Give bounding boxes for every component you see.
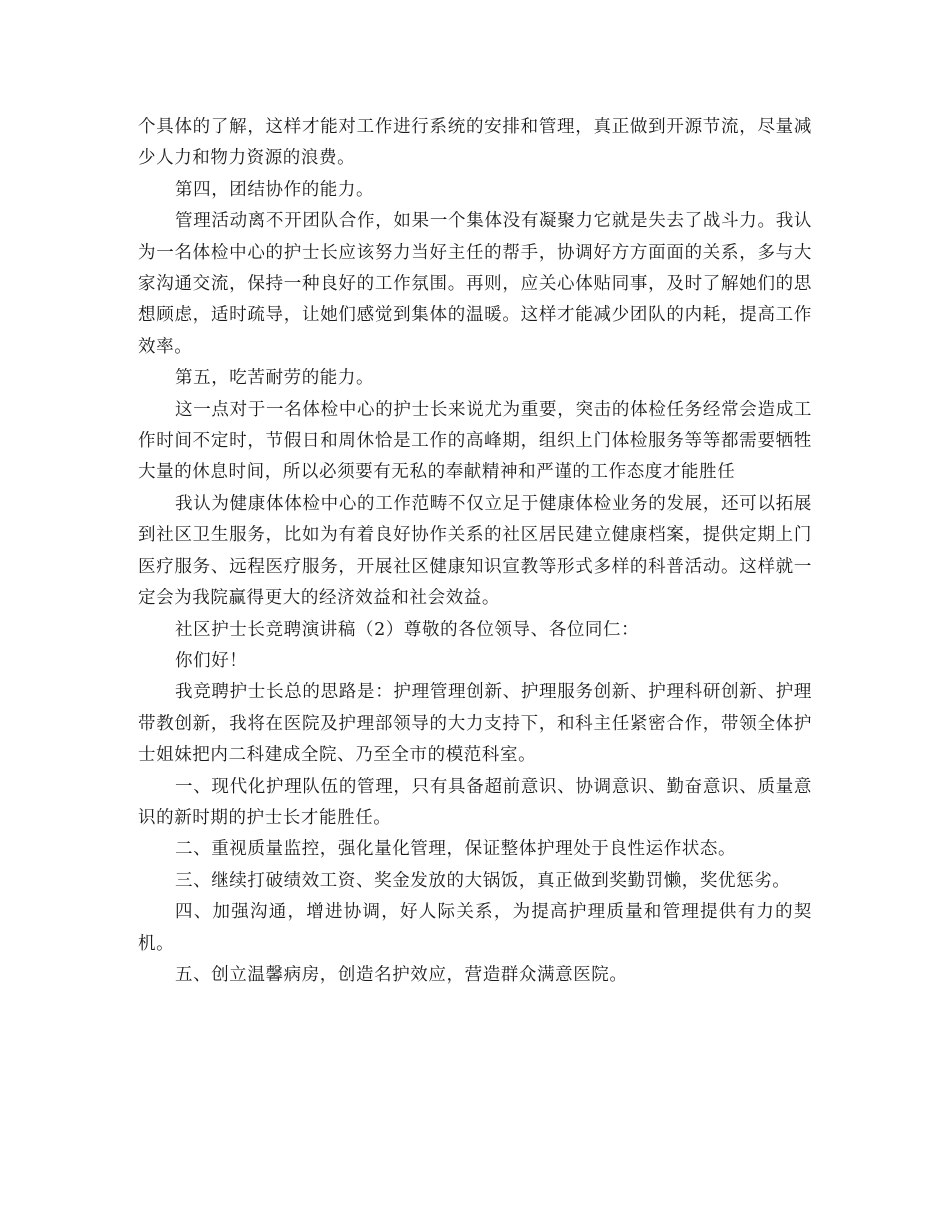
paragraph: 我认为健康体体检中心的工作范畴不仅立足于健康体检业务的发展，还可以拓展到社区卫生服务，比如为有着良好协作关系的社区居民建立健康档案，提供定期上门医疗服务、远程医疗服务，开展社区健康知识宣教等形式多样的科普活动。这样就一定会为我院赢得更大的经济效益和社会效益。 (138, 493, 812, 609)
greeting: 你们好！ (175, 650, 248, 671)
paragraph: 这一点对于一名体检中心的护士长来说尤为重要，突击的体检任务经常会造成工作时间不定时，节假日和周休恰是工作的高峰期，组织上门体检服务等等都需要牺牲大量的休息时间，所以必须要有无私的奉献精神和严谨的工作态度才能胜任 (138, 399, 812, 483)
section-heading: 第五，吃苦耐劳的能力。 (175, 368, 375, 389)
list-item: 二、重视质量监控，强化量化管理，保证整体护理处于良性运作状态。 (175, 839, 737, 860)
section-heading: 第四，团结协作的能力。 (175, 179, 375, 200)
list-item: 三、继续打破绩效工资、奖金发放的大锅饭，真正做到奖勤罚懒，奖优惩劣。 (175, 870, 791, 891)
paragraph: 个具体的了解，这样才能对工作进行系统的安排和管理，真正做到开源节流，尽量减少人力和物力资源的浪费。 (138, 117, 812, 169)
list-item: 四、加强沟通，增进协调，好人际关系，为提高护理质量和管理提供有力的契机。 (138, 902, 812, 954)
list-item: 一、现代化护理队伍的管理，只有具备超前意识、协调意识、勤奋意识、质量意识的新时期的护士长才能胜任。 (138, 776, 812, 828)
paragraph: 我竞聘护士长总的思路是：护理管理创新、护理服务创新、护理科研创新、护理带教创新，我将在医院及护理部领导的大力支持下，和科主任紧密合作，带领全体护士姐妹把内二科建成全院、乃至全市的模范科室。 (138, 682, 812, 766)
speech-title: 社区护士长竞聘演讲稿（2）尊敬的各位领导、各位同仁： (175, 619, 640, 640)
document-body (138, 112, 812, 991)
list-item: 五、创立温馨病房，创造名护效应，营造群众满意医院。 (175, 964, 628, 985)
paragraph: 管理活动离不开团队合作，如果一个集体没有凝聚力它就是失去了战斗力。我认为一名体检中心的护士长应该努力当好主任的帮手，协调好方方面面的关系，多与大家沟通交流，保持一种良好的工作氛围。再则，应关心体贴同事，及时了解她们的思想顾虑，适时疏导，让她们感觉到集体的温暖。这样才能减少团队的内耗，提高工作效率。 (138, 211, 812, 357)
